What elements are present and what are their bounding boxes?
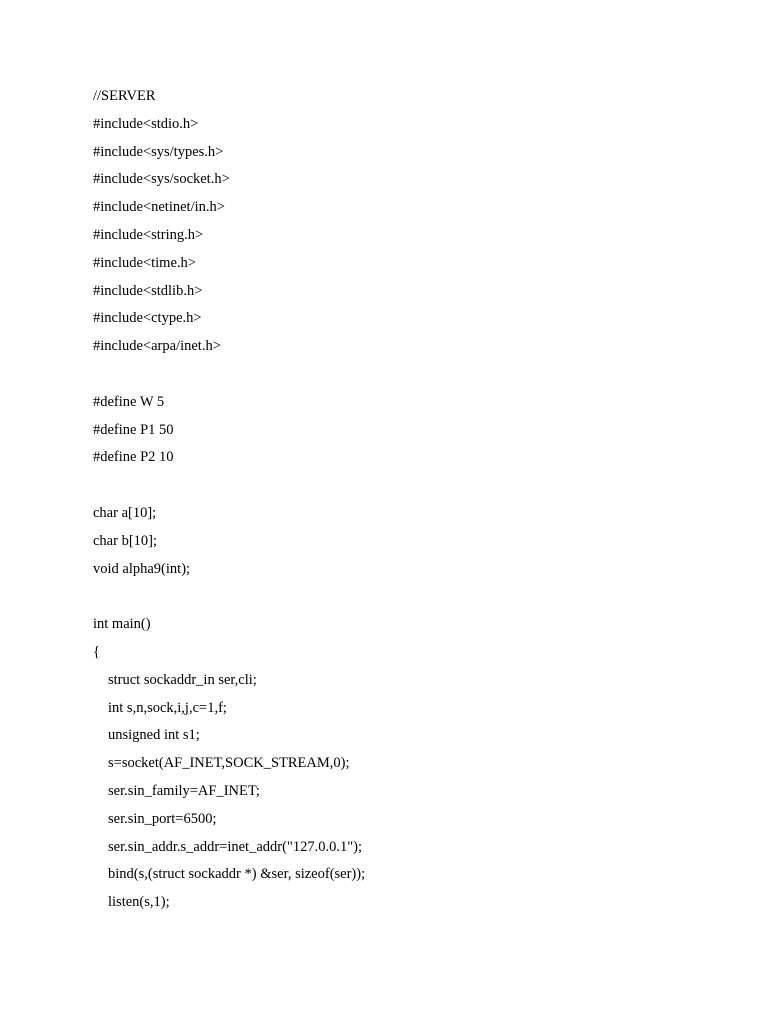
code-line: #include<sys/types.h> [93,143,224,160]
code-line [93,475,365,503]
code-line: #define P1 50 [93,421,174,438]
code-line: char a[10]; [93,504,157,521]
code-line: #include<ctype.h> [93,310,202,327]
code-line: #include<netinet/in.h> [93,199,225,216]
code-line: struct sockaddr_in ser,cli; [108,671,257,688]
code-line: #include<sys/socket.h> [93,171,230,188]
code-line [93,364,365,392]
code-line [93,586,365,614]
code-line: int main() [93,616,151,633]
code-line: ser.sin_family=AF_INET; [108,782,260,799]
code-line: { [93,643,100,660]
code-line: unsigned int s1; [108,727,200,744]
code-line: bind(s,(struct sockaddr *) &ser, sizeof(ser)); [108,866,366,883]
code-line: #define P2 10 [93,449,174,466]
code-line: //SERVER [93,88,156,104]
code-listing [93,86,365,920]
code-line: ser.sin_addr.s_addr=inet_addr("127.0.0.1"); [108,838,362,855]
code-line: listen(s,1); [108,894,170,911]
code-line: #include<stdio.h> [93,115,199,132]
code-line: #include<time.h> [93,254,196,271]
code-line: s=socket(AF_INET,SOCK_STREAM,0); [108,755,350,772]
code-line: ser.sin_port=6500; [108,810,217,827]
code-line: #define W 5 [93,393,165,410]
code-line: #include<stdlib.h> [93,282,203,299]
code-line: char b[10]; [93,532,158,549]
code-line: #include<arpa/inet.h> [93,338,221,355]
code-line: #include<string.h> [93,226,204,243]
code-line: void alpha9(int); [93,560,191,577]
code-line: int s,n,sock,i,j,c=1,f; [108,699,227,716]
